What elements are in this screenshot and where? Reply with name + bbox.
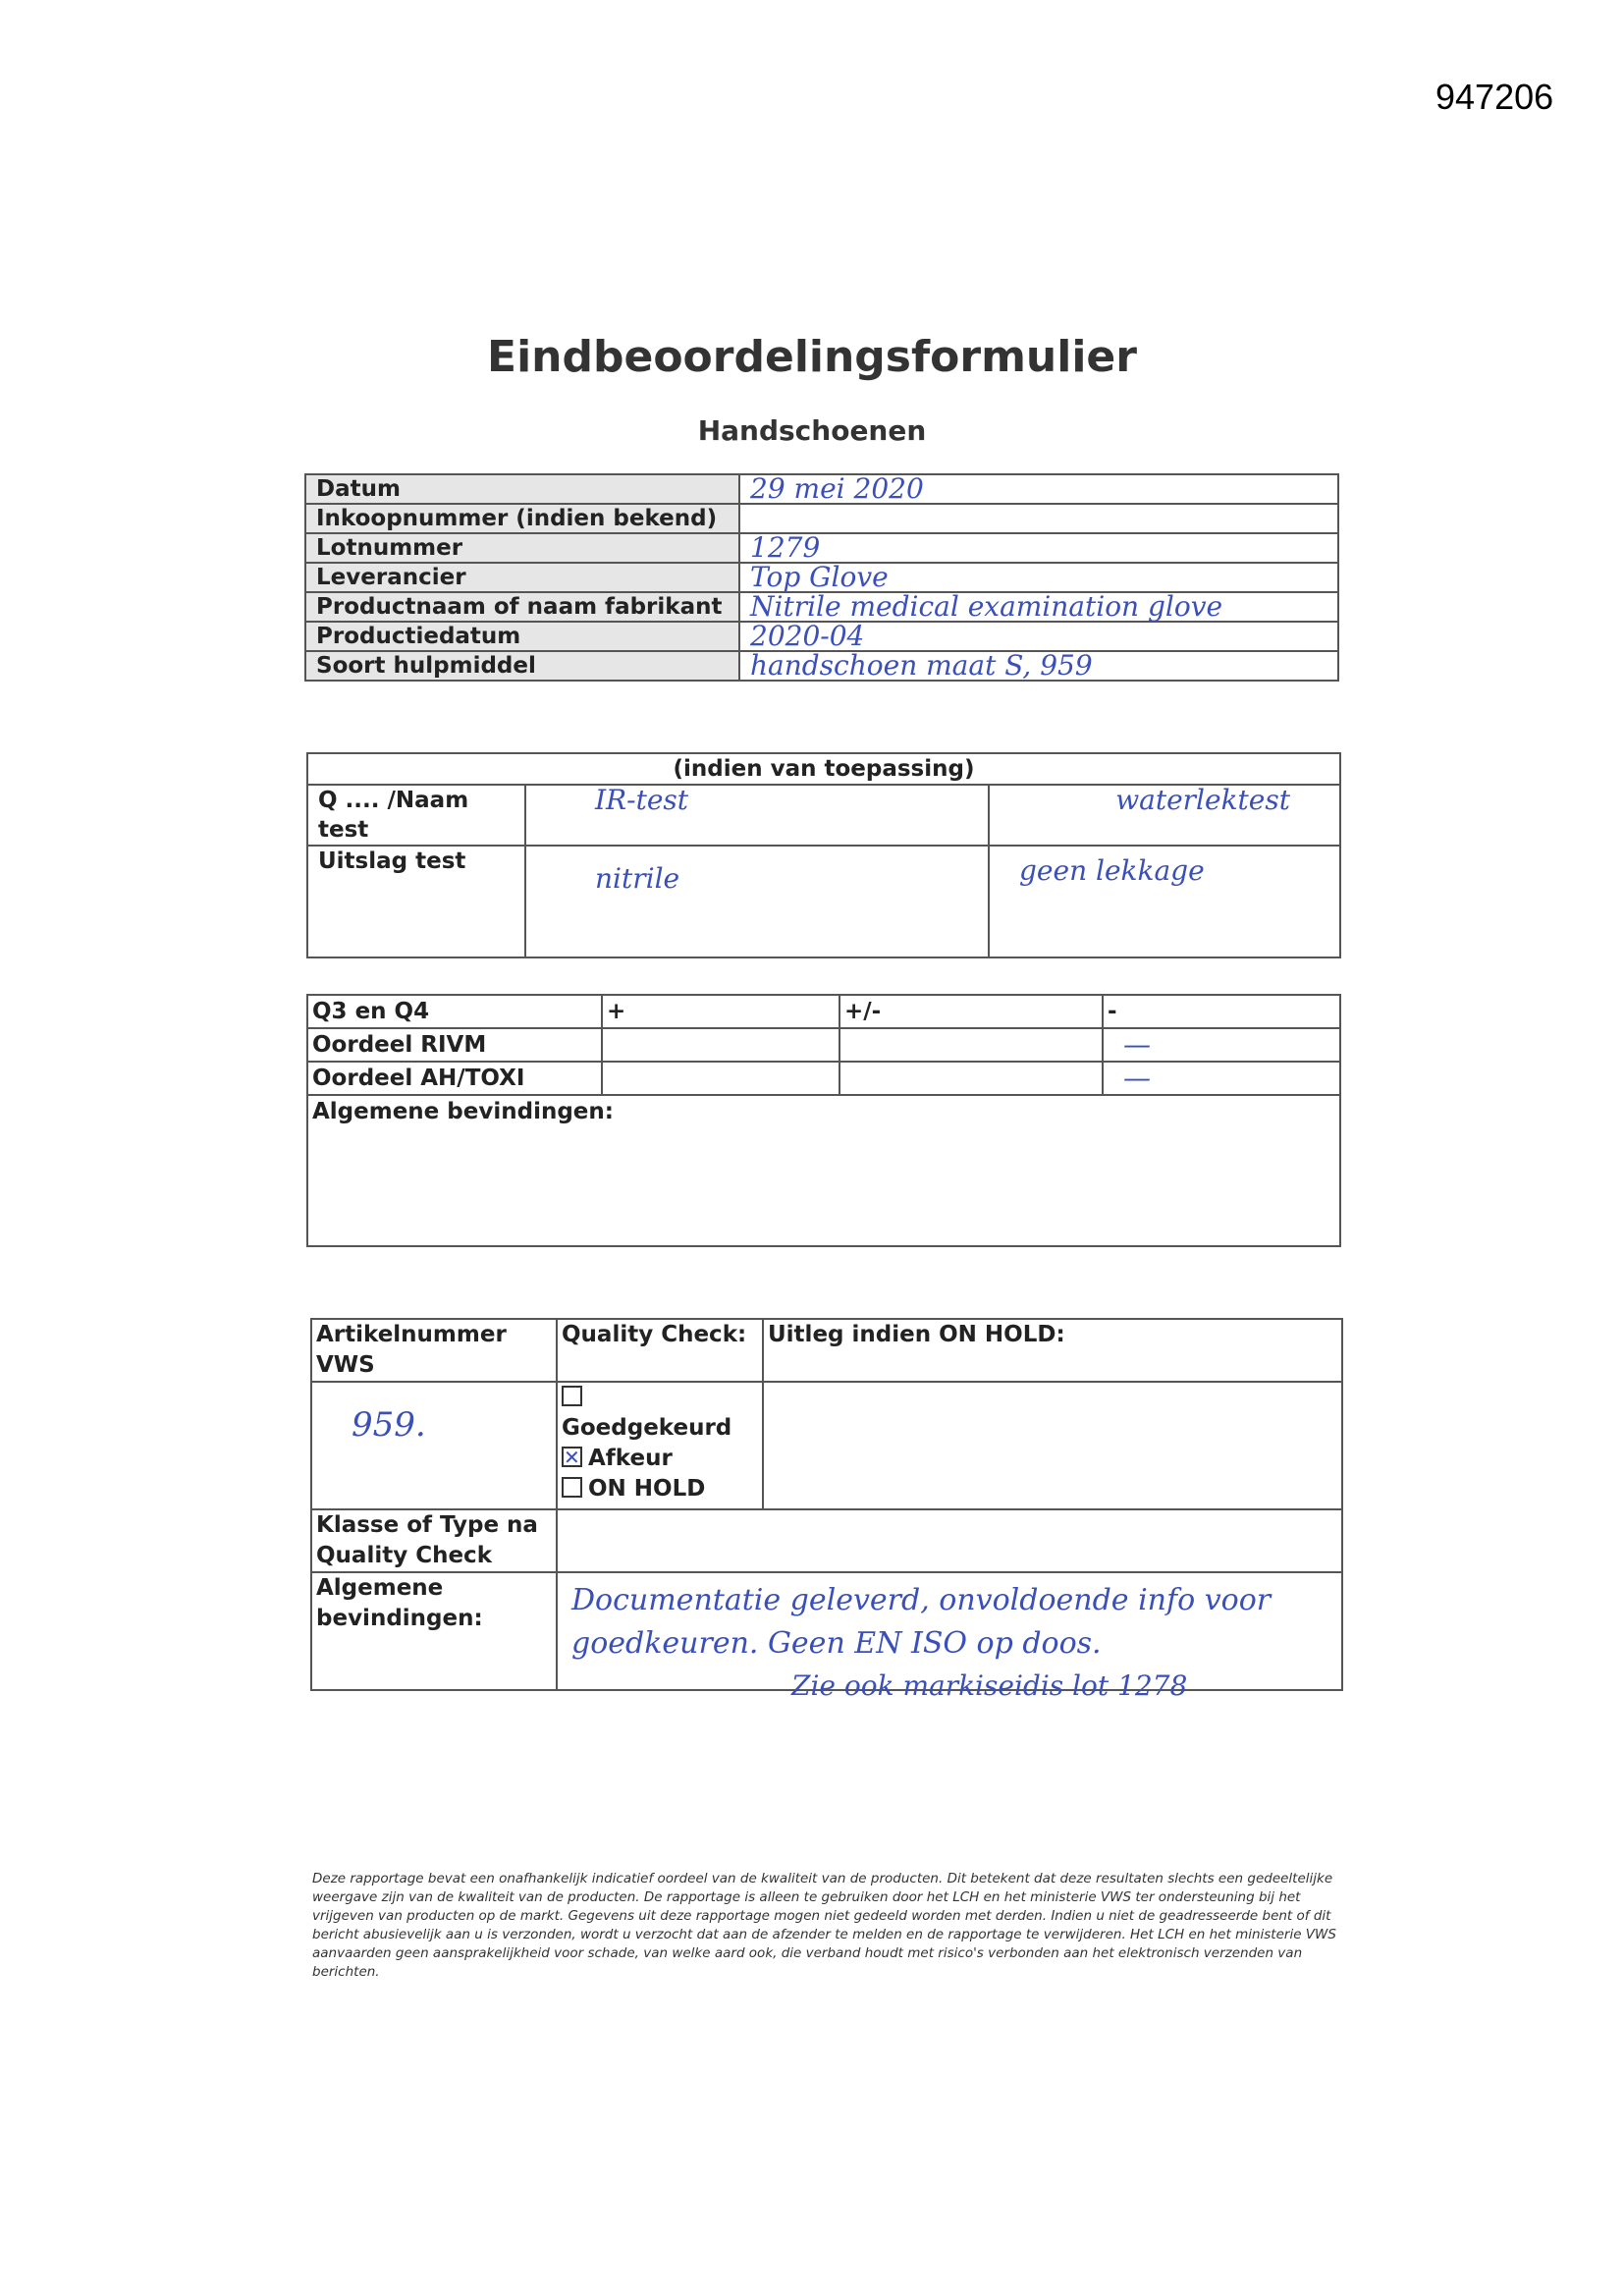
row-leverancier	[305, 563, 1338, 592]
label-productiedatum: Productiedatum	[305, 622, 739, 651]
tests-header: (indien van toepassing)	[307, 753, 1340, 785]
label-inkoopnummer: Inkoopnummer (indien bekend)	[305, 504, 739, 533]
findings-line-1: Documentatie geleverd, onvoldoende info voor	[571, 1583, 1272, 1617]
test1-result: nitrile	[525, 846, 989, 957]
document-id: 947206	[1435, 77, 1554, 117]
row-productnaam	[305, 592, 1338, 622]
label-datum: Datum	[305, 474, 739, 504]
checkbox-on-hold[interactable]	[562, 1477, 582, 1498]
header-uitleg-on-hold: Uitleg indien ON HOLD:	[763, 1319, 1342, 1382]
handwritten-note: Zie ook markiseidis lot 1278	[791, 1669, 1188, 1702]
value-inkoopnummer	[739, 504, 1338, 533]
checkbox-afkeur[interactable]	[562, 1447, 582, 1467]
rivm-plus	[602, 1028, 839, 1062]
option-on-hold-label: ON HOLD	[588, 1476, 706, 1502]
label-oordeel-ah-toxi: Oordeel AH/TOXI	[307, 1062, 602, 1095]
disclaimer-footer: Deze rapportage bevat een onafhankelijk indicatief oordeel van de kwaliteit van de producten. Dit betekent dat deze resultaten slechts een gedeeltelijke weergave zijn van de kwaliteit van de producten. De rapportage is alleen te gebruiken door het LCH en het ministerie VWS ter ondersteuning bij het vrijgeven van producten op de markt. Gegevens uit deze rapportage mogen niet gedeeld worden met derden. Indien u niet de geadresseerde bent of dit bericht abusievelijk aan u is verzonden, wordt u verzocht dat aan de afzender te melden en de rapportage te verwijderen. Het LCH en het ministerie VWS aanvaarden geen aansprakelijkheid voor schade, van welke aard ook, die verband houdt met risico's verbonden aan het elektronisch verzenden van berichten.	[312, 1871, 1336, 1980]
uitleg-on-hold-value	[763, 1382, 1342, 1509]
option-afkeur-label: Afkeur	[588, 1446, 673, 1471]
label-naam-test: Q .... /Naam test	[307, 785, 525, 846]
option-goedgekeurd[interactable]	[562, 1383, 758, 1444]
findings-line-2: goedkeuren. Geen EN ISO op doos.	[571, 1626, 1102, 1661]
row-soort-hulpmiddel	[305, 651, 1338, 681]
col-minus: -	[1103, 995, 1340, 1028]
rivm-plusminus	[839, 1028, 1103, 1062]
label-soort-hulpmiddel: Soort hulpmiddel	[305, 651, 739, 681]
label-klasse-type: Klasse of Type na Quality Check	[311, 1509, 557, 1572]
option-on-hold[interactable]	[562, 1474, 758, 1504]
label-lotnummer: Lotnummer	[305, 533, 739, 563]
label-productnaam: Productnaam of naam fabrikant	[305, 592, 739, 622]
test1-name: IR-test	[525, 785, 989, 846]
value-productnaam: Nitrile medical examination glove	[739, 592, 1338, 622]
rivm-minus: —	[1103, 1028, 1340, 1062]
label-uitslag-test: Uitslag test	[307, 846, 525, 957]
label-algemene-bevindingen-1: Algemene bevindingen:	[307, 1095, 1340, 1246]
quality-check-options	[557, 1382, 763, 1509]
quality-check-table	[310, 1318, 1343, 1691]
option-goedgekeurd-label: Goedgekeurd	[562, 1415, 732, 1441]
label-q3-q4: Q3 en Q4	[307, 995, 602, 1028]
test2-name: waterlektest	[989, 785, 1340, 846]
value-artikelnummer: 959.	[311, 1382, 557, 1509]
toxi-plusminus	[839, 1062, 1103, 1095]
page-subtitle: Handschoenen	[697, 414, 927, 447]
value-datum: 29 mei 2020	[739, 474, 1338, 504]
value-klasse-type	[557, 1509, 1342, 1572]
header-artikelnummer: Artikelnummer VWS	[311, 1319, 557, 1382]
judgement-table	[306, 994, 1341, 1247]
row-datum	[305, 474, 1338, 504]
test2-result: geen lekkage	[989, 846, 1340, 957]
label-leverancier: Leverancier	[305, 563, 739, 592]
checkbox-goedgekeurd[interactable]	[562, 1386, 582, 1406]
product-info-table	[304, 473, 1339, 682]
row-productiedatum	[305, 622, 1338, 651]
header-quality-check: Quality Check:	[557, 1319, 763, 1382]
tests-table	[306, 752, 1341, 958]
value-leverancier: Top Glove	[739, 563, 1338, 592]
col-plus: +	[602, 995, 839, 1028]
option-afkeur[interactable]	[562, 1444, 758, 1474]
page-title: Eindbeoordelingsformulier	[487, 332, 1137, 382]
label-algemene-bevindingen-2: Algemene bevindingen:	[311, 1572, 557, 1690]
col-plusminus: +/-	[839, 995, 1103, 1028]
label-oordeel-rivm: Oordeel RIVM	[307, 1028, 602, 1062]
value-soort-hulpmiddel: handschoen maat S, 959	[739, 651, 1338, 681]
toxi-minus: —	[1103, 1062, 1340, 1095]
row-lotnummer	[305, 533, 1338, 563]
value-lotnummer: 1279	[739, 533, 1338, 563]
value-productiedatum: 2020-04	[739, 622, 1338, 651]
row-inkoopnummer	[305, 504, 1338, 533]
toxi-plus	[602, 1062, 839, 1095]
